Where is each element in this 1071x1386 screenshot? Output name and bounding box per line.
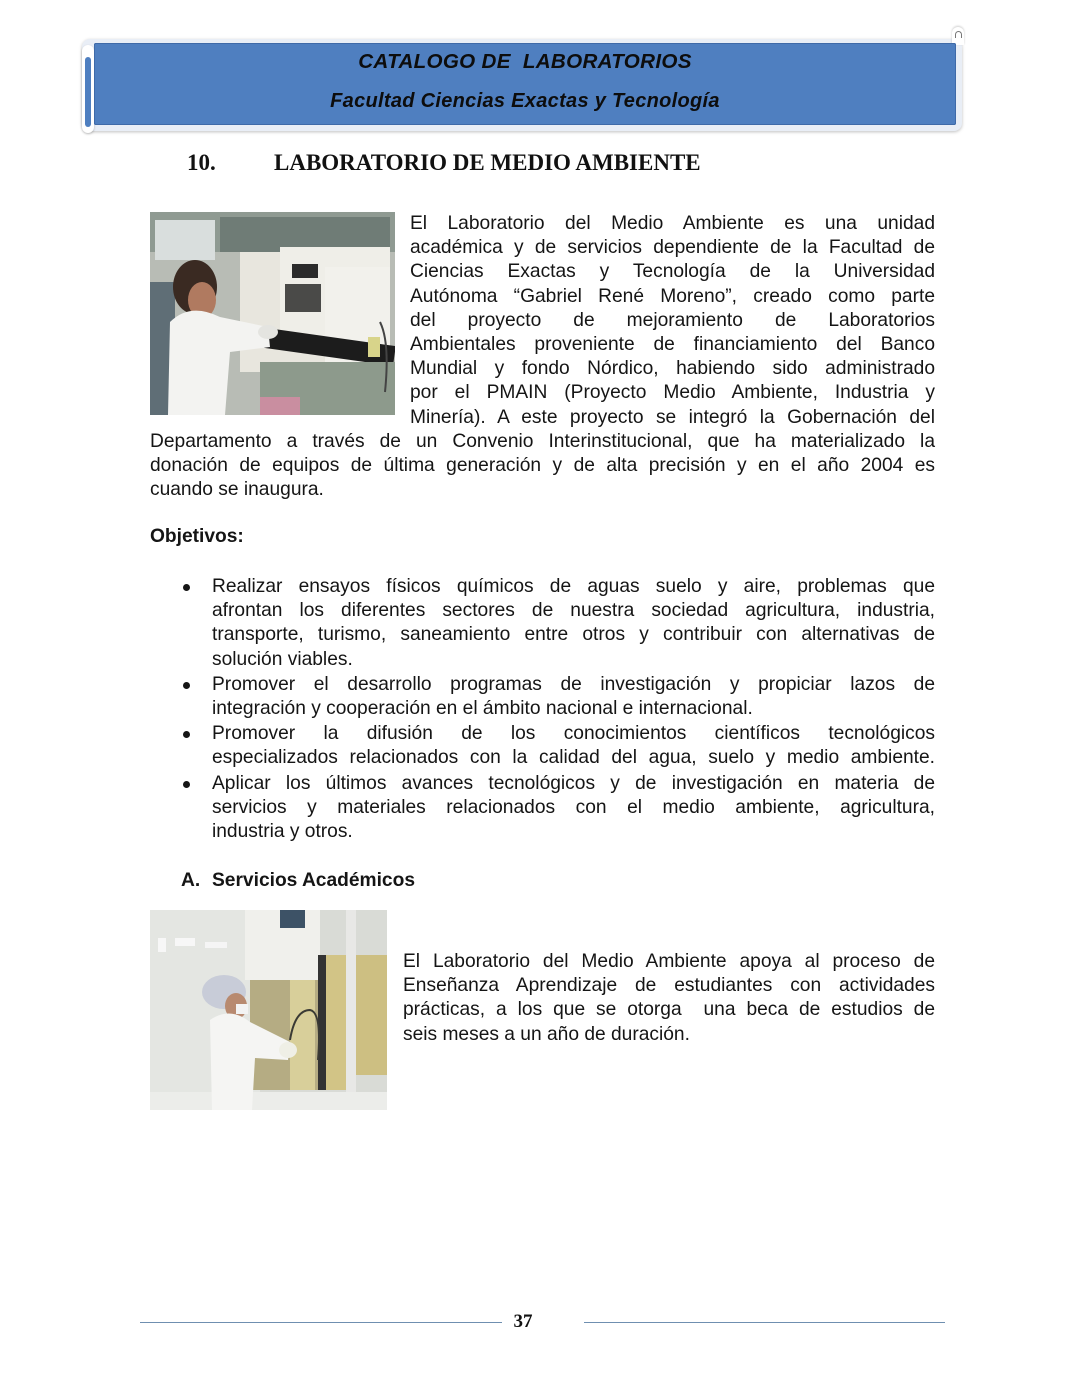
objetivo-line: afrontan los diferentes sectores de nuestra sociedad agricultura, industria, — [212, 600, 935, 622]
section-heading — [187, 150, 701, 176]
objetivo-line: industria y otros. — [212, 821, 353, 843]
servicios-academicos-paragraph — [403, 950, 935, 1047]
bullet-icon — [183, 584, 190, 591]
bullet-icon — [183, 731, 190, 738]
service-line: prácticas, a los que se otorga una beca de estudios de — [403, 999, 935, 1021]
intro-line: donación de equipos de última generación y de alta precisión y en el año 2004 es — [150, 455, 935, 477]
intro-line: Departamento a través de un Convenio Interinstitucional, que ha materializado la — [150, 430, 935, 452]
service-line: El Laboratorio del Medio Ambiente apoya al proceso de — [403, 951, 935, 972]
bullet-icon — [183, 781, 190, 788]
intro-line: Mundial y fondo Nórdico, habiendo sido administrado — [410, 358, 935, 380]
objetivo-item — [150, 722, 935, 770]
banner-panel — [94, 43, 956, 125]
banner-subtitle: Facultad Ciencias Exactas y Tecnología — [330, 90, 720, 112]
lab-photo-2-image — [150, 910, 387, 1110]
section-a-title: Servicios Académicos — [212, 870, 415, 891]
objetivo-item — [150, 575, 935, 672]
lab-photo-fume-hood — [150, 910, 387, 1110]
section-number: 10. — [187, 150, 216, 175]
bullet-icon — [183, 682, 190, 689]
servicios-academicos-heading — [181, 869, 415, 893]
intro-line: El Laboratorio del Medio Ambiente es una unidad — [410, 213, 935, 234]
service-line: Enseñanza Aprendizaje de estudiantes con actividades — [403, 975, 935, 997]
intro-line: Ambientales proveniente de financiamiento del Banco — [410, 334, 935, 356]
objetivo-line: transporte, turismo, saneamiento entre otros y contribuir con alternativas de — [212, 624, 935, 646]
section-letter: A. — [181, 870, 201, 891]
objetivo-line: Aplicar los últimos avances tecnológicos y de investigación en materia de — [212, 772, 935, 794]
footer-rule-right — [584, 1322, 945, 1323]
objetivo-line: Promover la difusión de los conocimientos científicos tecnológicos — [212, 723, 935, 745]
objetivo-line: integración y cooperación en el ámbito nacional e internacional. — [212, 698, 753, 720]
banner-title: CATALOGO DE LABORATORIOS — [358, 51, 692, 73]
intro-line: cuando se inaugura. — [150, 479, 324, 501]
objetivo-line: servicios y materiales relacionados con el medio ambiente, agricultura, — [212, 796, 935, 818]
objetivo-line: Promover el desarrollo programas de investigación y propiciar lazos de — [212, 673, 935, 695]
photo-spacer — [150, 212, 410, 415]
intro-line: Autónoma “Gabriel René Moreno”, creado como parte — [410, 285, 935, 307]
objetivos-list — [150, 575, 935, 845]
objetivos-heading: Objetivos: — [150, 526, 244, 547]
footer-rule-left — [140, 1322, 502, 1323]
intro-paragraph — [150, 212, 935, 502]
objetivo-line: Realizar ensayos físicos químicos de aguas suelo y aire, problemas que — [212, 576, 935, 597]
intro-line: del proyecto de mejoramiento de Laboratorios — [410, 309, 935, 331]
intro-line: académica y de servicios dependiente de la Facultad de — [410, 237, 935, 259]
service-line: seis meses a un año de duración. — [403, 1023, 690, 1045]
intro-line: por el PMAIN (Proyecto Medio Ambiente, Industria y — [410, 382, 935, 404]
intro-line: Minería). A este proyecto se integró la Gobernación del — [410, 406, 935, 428]
objetivo-line: solución viables. — [212, 648, 353, 670]
objetivo-item — [150, 673, 935, 721]
section-title: LABORATORIO DE MEDIO AMBIENTE — [274, 150, 701, 175]
page-number: 37 — [513, 1311, 533, 1332]
header-banner — [78, 27, 966, 133]
intro-line: Ciencias Exactas y Tecnología de la Universidad — [410, 261, 935, 283]
objetivo-item — [150, 772, 935, 845]
objetivo-line: especializados relacionados con la calidad del agua, suelo y medio ambiente. — [212, 747, 935, 769]
